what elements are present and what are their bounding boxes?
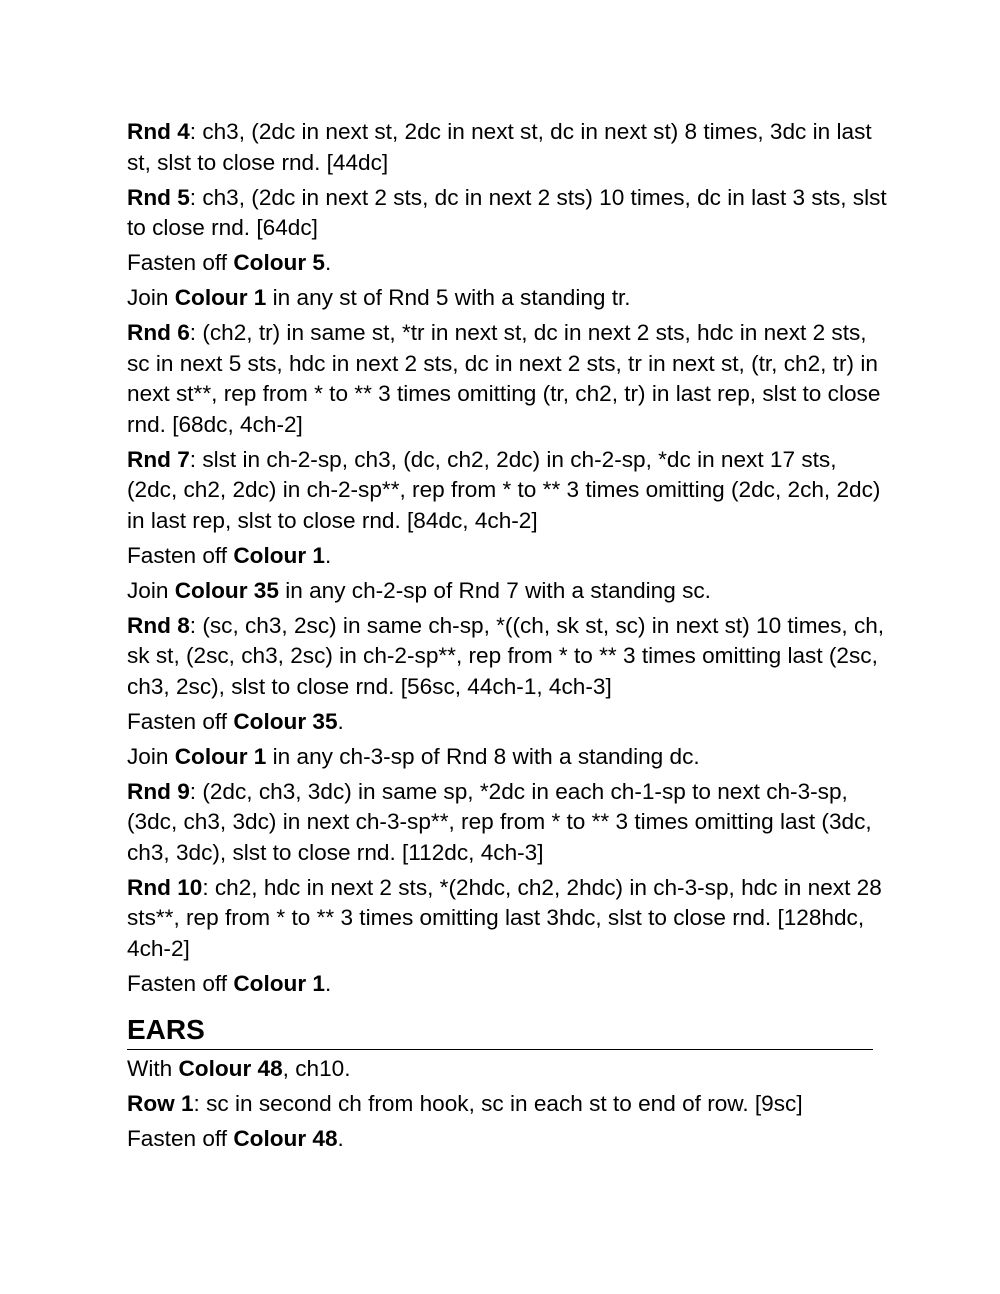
instruction-label: Colour 1 (174, 285, 267, 310)
instruction-paragraph (127, 183, 887, 244)
instruction-label: Rnd 5 (127, 184, 190, 210)
instruction-text: : sc in second ch from hook, sc in each st to end of row. [9sc] (193, 1091, 803, 1116)
instruction-text: : ch3, (2dc in next 2 sts, dc in next 2 sts) 10 times, dc in last 3 sts, slst to close rnd. [64dc] (127, 184, 887, 240)
section-heading-ears: EARS (127, 1013, 873, 1050)
instruction-text: . (324, 250, 332, 275)
instruction-text: . (337, 708, 344, 734)
instruction-text: in any ch-3-sp of Rnd 8 with a standing dc. (266, 743, 700, 769)
instruction-paragraph (127, 611, 887, 703)
instruction-text: . (324, 970, 332, 996)
instruction-label: Colour 1 (233, 542, 325, 568)
instruction-paragraph (127, 283, 887, 314)
instruction-label: Colour 48 (178, 1056, 283, 1081)
instruction-label: Colour 48 (233, 1126, 338, 1151)
instruction-paragraph (127, 248, 887, 279)
instruction-paragraph (127, 1089, 887, 1120)
instruction-label: Rnd 10 (127, 874, 203, 900)
instruction-label: Rnd 6 (127, 320, 190, 345)
instruction-paragraph (127, 576, 887, 607)
instruction-text: . (324, 542, 332, 568)
instruction-text: : (sc, ch3, 2sc) in same ch-sp, *((ch, sk st, sc) in next st) 10 times, ch, sk st, (2sc, ch3, 2sc) in ch-2-sp**, rep from * to ** 3 times omitting last (2sc, ch3, 2sc), slst to close rnd. [56sc, 44ch-1, 4ch-3] (127, 612, 885, 699)
instruction-text: , ch10. (282, 1056, 351, 1081)
instruction-prefix: Fasten off (127, 542, 234, 568)
instruction-paragraph (127, 1054, 887, 1085)
instruction-paragraph (127, 1124, 887, 1155)
instruction-label: Colour 1 (174, 743, 267, 769)
instruction-paragraph (127, 969, 887, 1000)
instruction-prefix: Fasten off (127, 970, 234, 996)
instruction-label: Colour 5 (233, 250, 325, 275)
instruction-paragraph (127, 777, 887, 869)
instruction-text: : ch2, hdc in next 2 sts, *(2hdc, ch2, 2hdc) in ch-3-sp, hdc in next 28 sts**, rep from * to ** 3 times omitting last 3hdc, slst to close rnd. [128hdc, 4ch-2] (127, 874, 882, 961)
instruction-text: : slst in ch-2-sp, ch3, (dc, ch2, 2dc) in ch-2-sp, *dc in next 17 sts, (2dc, ch2, 2dc) in ch-2-sp**, rep from * to ** 3 times omitting (2dc, 2ch, 2dc) in last rep, slst to close rnd. [84dc, 4ch-2] (127, 446, 881, 533)
instruction-prefix: Fasten off (127, 250, 234, 275)
instruction-text: : (2dc, ch3, 3dc) in same sp, *2dc in each ch-1-sp to next ch-3-sp, (3dc, ch3, 3dc) in next ch-3-sp**, rep from * to ** 3 times omitting last (3dc, ch3, 3dc), slst to close rnd. [112dc, 4ch-3] (127, 778, 872, 865)
instruction-label: Rnd 4 (127, 119, 190, 144)
instruction-paragraph (127, 707, 887, 738)
instruction-prefix: Fasten off (127, 708, 234, 734)
instruction-paragraph (127, 742, 887, 773)
instruction-text: : (ch2, tr) in same st, *tr in next st, dc in next 2 sts, hdc in next 2 sts, sc in next 5 sts, hdc in next 2 sts, dc in next 2 sts, tr in next st, (tr, ch2, tr) in next st**, rep from * to ** 3 times omitting (tr, ch2, tr) in last rep, slst to close rnd. [68dc, 4ch-2] (127, 320, 881, 437)
instruction-text: . (337, 1126, 344, 1151)
instruction-text: in any ch-2-sp of Rnd 7 with a standing sc. (278, 577, 711, 603)
instruction-paragraph (127, 873, 887, 965)
instruction-prefix: Fasten off (127, 1126, 234, 1151)
instruction-prefix: Join (127, 743, 175, 769)
instruction-label: Rnd 8 (127, 612, 190, 638)
instruction-label: Colour 35 (233, 708, 338, 734)
instruction-label: Colour 35 (174, 577, 279, 603)
instruction-prefix: Join (127, 577, 175, 603)
instruction-prefix: With (127, 1056, 179, 1081)
instruction-label: Row 1 (127, 1091, 194, 1116)
instruction-text: in any st of Rnd 5 with a standing tr. (266, 285, 631, 310)
instruction-label: Rnd 7 (127, 446, 190, 472)
instruction-paragraph (127, 117, 887, 178)
instruction-label: Colour 1 (233, 970, 325, 996)
instruction-label: Rnd 9 (127, 778, 190, 804)
instruction-paragraph (127, 318, 887, 440)
instruction-prefix: Join (127, 285, 175, 310)
instruction-text: : ch3, (2dc in next st, 2dc in next st, dc in next st) 8 times, 3dc in last st, slst to close rnd. [44dc] (127, 119, 872, 175)
instruction-paragraph (127, 445, 887, 537)
instruction-paragraph (127, 541, 887, 572)
pattern-instructions-top (127, 117, 887, 999)
pattern-page (127, 117, 887, 1159)
pattern-instructions-ears (127, 1054, 887, 1155)
